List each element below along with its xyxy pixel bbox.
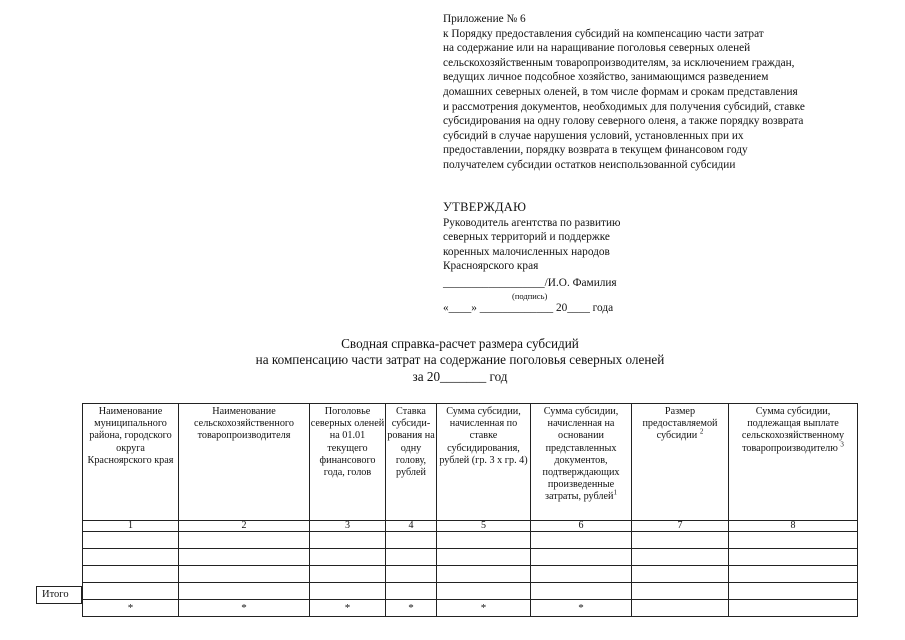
header-cell: Сумма субсидии, начисленная по ставке субсидирования, рублей (гр. 3 х гр. 4): [437, 404, 531, 521]
total-cell: *: [437, 600, 531, 617]
appendix-line: и рассмотрения документов, необходимых для получения субсидий, ставке: [443, 100, 805, 113]
total-label: Итого: [36, 586, 82, 604]
approval-line: Руководитель агентства по развитию: [443, 216, 621, 229]
table-cell[interactable]: [531, 549, 632, 566]
table-row: [83, 583, 858, 600]
table-cell[interactable]: [386, 583, 437, 600]
approval-line: северных территорий и поддержке: [443, 231, 610, 244]
column-number-row: [83, 521, 858, 532]
total-cell: *: [179, 600, 310, 617]
table-row: [83, 566, 858, 583]
table-cell[interactable]: [386, 566, 437, 583]
table-cell[interactable]: [531, 566, 632, 583]
column-number: 6: [531, 521, 632, 532]
header-cell: Размер предоставляемой субсидии $^2$: [632, 404, 729, 521]
table-cell[interactable]: [310, 583, 386, 600]
total-cell[interactable]: [729, 600, 858, 617]
header-cell: Поголовье северных оленей на 01.01 текущего финансового года, голов: [310, 404, 386, 521]
column-number: 2: [179, 521, 310, 532]
table-cell[interactable]: [83, 549, 179, 566]
appendix-line: ведущих личное подсобное хозяйство, занимающимся разведением: [443, 71, 769, 84]
table-cell[interactable]: [179, 549, 310, 566]
table-cell[interactable]: [437, 566, 531, 583]
table-cell[interactable]: [632, 566, 729, 583]
appendix-block: [443, 12, 883, 173]
header-cell: Сумма субсидии, начисленная на основании представленных документов, подтверждающих произведенные затраты, рублей$^1$: [531, 404, 632, 521]
header-row: [83, 404, 858, 521]
appendix-line: на содержание или на наращивание поголовья северных оленей: [443, 42, 751, 55]
table-cell[interactable]: [310, 532, 386, 549]
total-cell[interactable]: [632, 600, 729, 617]
header-cell: Сумма субсидии, подлежащая выплате сельскохозяйственному товаропроизводителю $^3$: [729, 404, 858, 521]
table-cell[interactable]: [179, 566, 310, 583]
footnote-mark: 3: [840, 440, 844, 449]
table-cell[interactable]: [531, 532, 632, 549]
table-cell[interactable]: [310, 566, 386, 583]
approval-line: коренных малочисленных народов: [443, 245, 610, 258]
table-cell[interactable]: [437, 532, 531, 549]
appendix-line: домашних северных оленей, в том числе формам и срокам представления: [443, 85, 798, 98]
column-number: 7: [632, 521, 729, 532]
document-subtitle: на компенсацию части затрат на содержание поголовья северных оленей: [255, 352, 665, 367]
column-number: 4: [386, 521, 437, 532]
column-number: 3: [310, 521, 386, 532]
column-number: 1: [83, 521, 179, 532]
table-cell[interactable]: [179, 583, 310, 600]
table-cell[interactable]: [386, 549, 437, 566]
table-row: [83, 549, 858, 566]
appendix-line: субсидирования на одну голову северного оленя, а также порядку возврата: [443, 115, 804, 128]
table-cell[interactable]: [531, 583, 632, 600]
table-cell[interactable]: [386, 532, 437, 549]
document-period: за 20_______ год: [412, 369, 508, 384]
signature-note: (подпись): [512, 291, 548, 301]
table-cell[interactable]: [83, 566, 179, 583]
header-cell: Ставка субсиди-рования на одну голову, рублей: [386, 404, 437, 521]
total-cell: *: [386, 600, 437, 617]
approval-block: [443, 200, 743, 274]
table-cell[interactable]: [729, 566, 858, 583]
table-cell[interactable]: [729, 583, 858, 600]
header-cell: Наименование муниципального района, городского округа Красноярского края: [83, 404, 179, 521]
appendix-line: предоставлении, порядку возврата в текущем финансовом году: [443, 144, 748, 157]
table-cell[interactable]: [437, 583, 531, 600]
document-title: Сводная справка-расчет размера субсидий: [341, 336, 579, 351]
signature-line: __________________/И.О. Фамилия: [443, 277, 617, 289]
approval-line: Красноярского края: [443, 260, 539, 273]
table-cell[interactable]: [632, 583, 729, 600]
header-cell: Наименование сельскохозяйственного товаропроизводителя: [179, 404, 310, 521]
column-number: 5: [437, 521, 531, 532]
appendix-line: к Порядку предоставления субсидий на компенсацию части затрат: [443, 27, 764, 40]
table-cell[interactable]: [437, 549, 531, 566]
total-cell: *: [310, 600, 386, 617]
total-row: [83, 600, 858, 617]
table-row: [83, 532, 858, 549]
approval-heading: УТВЕРЖДАЮ: [443, 200, 527, 214]
table-cell[interactable]: [179, 532, 310, 549]
appendix-line: Приложение № 6: [443, 13, 526, 25]
footnote-mark: 2: [699, 428, 704, 437]
total-cell: *: [531, 600, 632, 617]
column-number: 8: [729, 521, 858, 532]
table-cell[interactable]: [83, 532, 179, 549]
total-cell: *: [83, 600, 179, 617]
table-cell[interactable]: [729, 549, 858, 566]
table-cell[interactable]: [83, 583, 179, 600]
appendix-line: сельскохозяйственным товаропроизводителям, за исключением граждан,: [443, 56, 795, 69]
table-cell[interactable]: [632, 532, 729, 549]
appendix-line: субсидий в случае нарушения условий, установленных при их: [443, 129, 744, 142]
date-line: «____» _____________ 20____ года: [443, 302, 614, 314]
appendix-line: получателем субсидии остатков неиспользованной субсидии: [443, 158, 736, 171]
table-cell[interactable]: [310, 549, 386, 566]
table-cell[interactable]: [632, 549, 729, 566]
subsidy-table: [82, 403, 858, 617]
footnote-mark: 1: [613, 489, 617, 498]
table-cell[interactable]: [729, 532, 858, 549]
